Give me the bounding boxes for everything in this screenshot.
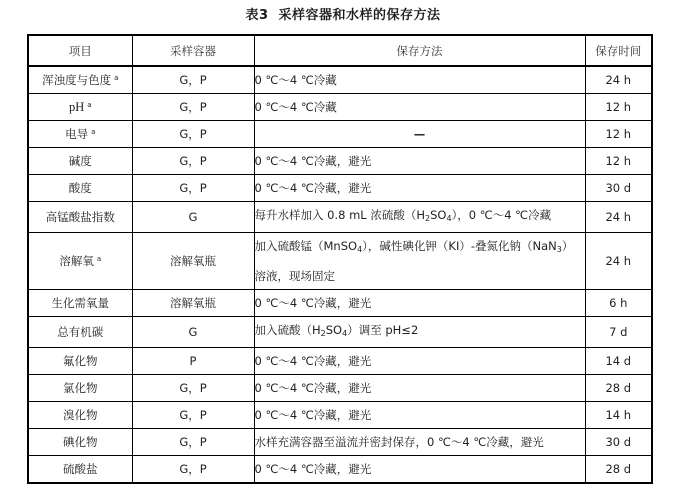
method-cell: 0 ℃～4 ℃冷藏，避光	[254, 456, 585, 484]
container-cell: G，P	[132, 66, 254, 94]
method-cell	[254, 317, 585, 348]
item-name: pH	[68, 99, 85, 114]
footnote-marker: a	[87, 100, 92, 109]
table-row	[28, 375, 652, 402]
container-cell: G	[132, 317, 254, 348]
time-cell: 24 h	[585, 66, 652, 94]
method-text: SO	[430, 208, 447, 222]
table-header-row	[28, 35, 652, 66]
item-name: 碘化物	[63, 435, 98, 449]
method-text: ）溶液，现场固定	[254, 239, 574, 283]
item-cell	[28, 148, 132, 175]
item-name: 浑浊度与色度	[42, 73, 112, 87]
method-cell: 0 ℃～4 ℃冷藏，避光	[254, 348, 585, 375]
item-cell	[28, 94, 132, 121]
item-name: 总有机碳	[57, 325, 104, 339]
footnote-marker: a	[96, 255, 102, 263]
method-cell: 0 ℃～4 ℃冷藏	[254, 66, 585, 94]
footnote-marker: a	[114, 74, 119, 82]
table-row	[28, 202, 652, 233]
subscript: 4	[446, 214, 452, 223]
item-cell	[28, 429, 132, 456]
method-cell: 0 ℃～4 ℃冷藏，避光	[254, 375, 585, 402]
table-row	[28, 402, 652, 429]
item-cell	[28, 233, 132, 290]
container-cell: G，P	[132, 121, 254, 148]
method-text: 加入硫酸锰（MnSO	[254, 239, 358, 253]
table-row	[28, 94, 652, 121]
table-row	[28, 456, 652, 484]
item-name: 碱度	[68, 154, 92, 168]
item-name: 氟化物	[63, 354, 98, 368]
table-row	[28, 175, 652, 202]
method-cell	[254, 233, 585, 290]
preservation-table	[27, 34, 653, 484]
item-cell	[28, 456, 132, 484]
method-text: SO	[325, 323, 343, 337]
time-cell: 24 h	[585, 202, 652, 233]
item-cell	[28, 121, 132, 148]
table-row	[28, 148, 652, 175]
item-name: 高锰酸盐指数	[45, 210, 115, 224]
method-cell	[254, 202, 585, 233]
method-cell: 0 ℃～4 ℃冷藏，避光	[254, 402, 585, 429]
time-cell: 28 d	[585, 375, 652, 402]
container-cell: G，P	[132, 375, 254, 402]
item-name: 酸度	[68, 181, 92, 195]
container-cell: 溶解氧瓶	[132, 233, 254, 290]
method-cell-empty: —	[254, 121, 585, 148]
header-item: 项目	[28, 35, 132, 66]
method-text: ），碱性碘化钾（KI）-叠氮化钠（NaN	[362, 239, 557, 253]
subscript: 3	[556, 245, 562, 254]
item-cell	[28, 66, 132, 94]
table-row	[28, 348, 652, 375]
subscript: 4	[357, 245, 363, 254]
container-cell: G，P	[132, 94, 254, 121]
header-container: 采样容器	[132, 35, 254, 66]
table-number: 表3	[245, 8, 269, 23]
header-time: 保存时间	[585, 35, 652, 66]
method-text: 加入硫酸（H	[254, 323, 321, 337]
table-title: 采样容器和水样的保存方法	[278, 8, 441, 23]
table-row	[28, 66, 652, 94]
method-text: 每升水样加入 0.8 mL 浓硫酸（H	[254, 208, 426, 222]
time-cell: 7 d	[585, 317, 652, 348]
item-cell	[28, 348, 132, 375]
footnote-marker: a	[91, 128, 96, 136]
item-name: 电导	[65, 127, 89, 141]
container-cell: P	[132, 348, 254, 375]
table-row	[28, 317, 652, 348]
header-method: 保存方法	[254, 35, 585, 66]
time-cell: 24 h	[585, 233, 652, 290]
table-caption	[0, 4, 686, 23]
container-cell: G，P	[132, 429, 254, 456]
item-cell	[28, 290, 132, 317]
table-row	[28, 233, 652, 290]
subscript: 2	[320, 329, 326, 338]
table-row	[28, 429, 652, 456]
container-cell: G，P	[132, 148, 254, 175]
time-cell: 12 h	[585, 121, 652, 148]
item-name: 氯化物	[63, 381, 98, 395]
method-cell: 0 ℃～4 ℃冷藏	[254, 94, 585, 121]
time-cell: 6 h	[585, 290, 652, 317]
time-cell: 14 d	[585, 348, 652, 375]
item-cell	[28, 317, 132, 348]
subscript: 4	[342, 329, 348, 338]
container-cell: G	[132, 202, 254, 233]
item-cell	[28, 202, 132, 233]
subscript: 2	[425, 214, 431, 223]
time-cell: 28 d	[585, 456, 652, 484]
method-cell: 水样充满容器至溢流并密封保存，0 ℃～4 ℃冷藏，避光	[254, 429, 585, 456]
time-cell: 30 d	[585, 429, 652, 456]
item-cell	[28, 375, 132, 402]
item-name: 溶解氧	[59, 254, 94, 268]
method-cell: 0 ℃～4 ℃冷藏，避光	[254, 175, 585, 202]
time-cell: 14 h	[585, 402, 652, 429]
method-cell: 0 ℃～4 ℃冷藏，避光	[254, 148, 585, 175]
method-text: ），0 ℃～4 ℃冷藏	[451, 208, 552, 222]
method-cell: 0 ℃～4 ℃冷藏，避光	[254, 290, 585, 317]
item-name: 溴化物	[63, 408, 98, 422]
table-row	[28, 290, 652, 317]
container-cell: G，P	[132, 175, 254, 202]
item-name: 硫酸盐	[63, 462, 98, 476]
time-cell: 30 d	[585, 175, 652, 202]
item-cell	[28, 402, 132, 429]
container-cell: 溶解氧瓶	[132, 290, 254, 317]
container-cell: G，P	[132, 402, 254, 429]
method-text: ）调至 pH≤2	[347, 323, 419, 337]
item-name: 生化需氧量	[51, 296, 109, 310]
time-cell: 12 h	[585, 94, 652, 121]
item-cell	[28, 175, 132, 202]
time-cell: 12 h	[585, 148, 652, 175]
table-row	[28, 121, 652, 148]
container-cell: G，P	[132, 456, 254, 484]
